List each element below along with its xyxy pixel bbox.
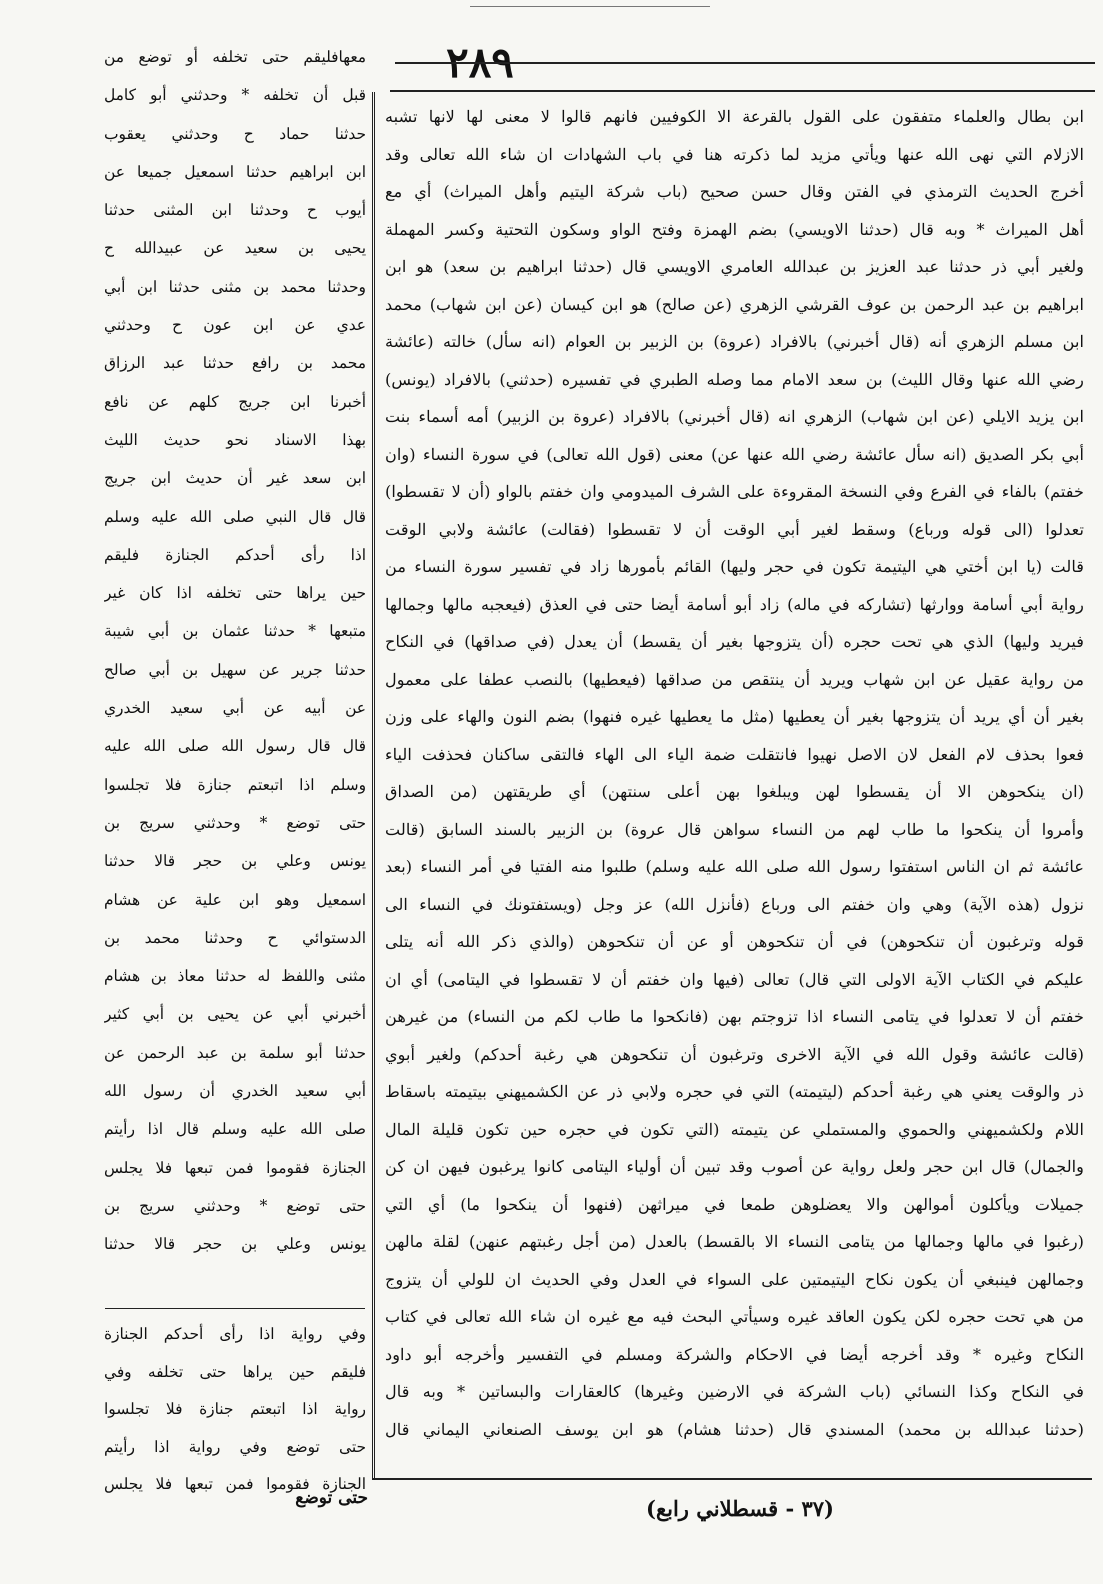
text-line: وحدثنا محمد بن مثنى حدثنا ابن أبي [104,277,366,296]
text-line: ابن سعد غير أن حديث ابن جريج [104,469,366,488]
text-line: معهافليقم حتى تخلفه أو توضع من [104,48,366,66]
commentary-line: (حدثنا عبدالله بن محمد) المسندي قال (حدثنا هشام) هو ابن يوسف الصنعاني اليماني قال [385,1419,1084,1439]
text-line: اذا رأى أحدكم الجنازة فليقم [104,545,366,564]
commentary-line: رواية أبي أسامة ووارثها (تشاركه في ماله) زاد أبو أسامة أيضا حتى في العذق (فيعجبه مالها وجمالها [385,594,1084,614]
text-line: يونس وعلي بن حجر قالا حدثنا [104,1235,366,1254]
commentary-line: وجمالهن فينبغي أن يكون نكاح اليتيمتين على السواء في العدل وفي الحديث ان للولي أن يتزوج [385,1269,1084,1289]
signature-mark: (٣٧ - قسطلاني رابع) [646,1496,834,1521]
commentary-line: عليكم في الكتاب الآية الاولى التي قال) تعالى (فيها وان خفتم أن لا تقسطوا في اليتامى) أي ان [385,969,1084,989]
commentary-line: الازلام التي نهى الله عنها ويأتي مزيد لما ذكرته هنا في باب الشهادات ان شاء الله تعالى وقد [385,144,1084,164]
commentary-line: أهل الميراث * وبه قال (حدثنا الاويسي) بضم الهمزة وفتح الواو وسكون التحتية وكسر المهملة [385,219,1084,239]
text-line: حتى توضع * وحدثني سريج بن [104,1196,366,1215]
commentary-line: (رغبوا في مالها وجمالها من يتامى النساء الا بالقسط) بالعدل (من أجل رغبتهم عنهن) لقلة مالهن [385,1232,1084,1251]
margin-notes [104,1316,366,1493]
commentary-column [372,92,1092,1478]
text-line: حين يراها حتى تخلفه اذا كان غير [104,584,366,603]
commentary-line: قوله وترغبون أن تنكحوهن) في أن تنكحوهن أو عن أن تنكحوهن (والذي ذكر الله أنه يتلى [385,932,1084,951]
commentary-line: أخرج الحديث الترمذي في الفتن وقال حسن صحيح (باب شركة اليتيم وأهل الميراث) أي مع [385,182,1084,201]
top-rule [470,6,710,7]
commentary-line: اللام ولكشميهني والحموي والمستملي عن يتيمته (التي تكون في حجره حين تكون قليلة المال [385,1119,1084,1139]
text-line: محمد بن رافع حدثنا عبد الرزاق [104,354,366,373]
commentary-line: أبي بكر الصديق (انه سأل عائشة رضي الله عنها عن) معنى (قول الله تعالى) في سورة النساء (وان [385,444,1084,464]
commentary-line: ابراهيم بن عبد الرحمن بن عوف القرشي الزهري (عن صالح) هو ابن كيسان (عن ابن شهاب) محمد [385,294,1084,314]
commentary-line: والجمال) قال ابن حجر ولعل رواية عن أصوب وقد تبين أن أولياء اليتامى كانوا يرغبون فيهن ان كن [385,1157,1084,1176]
hadith-text-column [104,38,366,1302]
text-line: عدي عن ابن عون ح وحدثني [104,316,366,335]
note-line: فليقم حين يراها حتى تخلفه وفي [104,1362,366,1381]
text-line: صلى الله عليه وسلم قال اذا رأيتم [104,1120,366,1139]
commentary-line: (قالت عائشة وقول الله في الآية الاخرى وترغبون أن تنكحوهن هي رغبة أحدكم) ولغير أبوي [385,1044,1084,1064]
commentary-line: عائشة ثم ان الناس استفتوا رسول الله صلى الله عليه وسلم) طلبوا منه الفتيا في أمر النساء (بعد [385,857,1084,876]
commentary-line: ابن مسلم الزهري أنه (قال أخبرني) بالافراد (عروة) بن الزبير بن العوام (انه سأل) خالته (عائشة [385,332,1084,351]
text-line: أبي سعيد الخدري أن رسول الله [104,1082,366,1101]
text-line: متبعها * حدثنا عثمان بن أبي شيبة [104,622,366,641]
commentary-line: النكاح وغيره * وقد أخرجه أيضا في الاحكام والشركة ومسلم في التفسير وأخرجه أبو داود [385,1344,1084,1364]
commentary-line: تعدلوا (الى قوله ورباع) وسقط لغير أبي الوقت أن لا تقسطوا (فقالت) عائشة ولابي الوقت [385,519,1084,539]
note-line: وفي رواية اذا رأى أحدكم الجنازة [104,1325,366,1343]
text-line: حتى توضع * وحدثني سريج بن [104,813,366,832]
page-number: ٢٨٩ [446,38,514,87]
text-line: وسلم اذا اتبعتم جنازة فلا تجلسوا [104,775,366,794]
text-line: الجنازة فقوموا فمن تبعها فلا يجلس [104,1158,366,1177]
commentary-line: في النكاح وكذا النسائي (باب الشركة في الارضين وغيرها) كالعقارات والبساتين * وبه قال [385,1382,1084,1401]
text-line: ابن ابراهيم حدثنا اسمعيل جميعا عن [104,162,366,181]
note-line: رواية اذا اتبعتم جنازة فلا تجلسوا [104,1400,366,1418]
note-line: حتى توضع وفي رواية اذا رأيتم [104,1437,366,1456]
commentary-line: بغير أن أي يريد أن يتزوجها بغير أن يعطيها (مثل ما يعطيها غيره فنهوا) بضم النون والهاء على وزن [385,707,1084,726]
text-line: يونس وعلي بن حجر قالا حدثنا [104,852,366,871]
text-line: قبل أن تخلفه * وحدثني أبو كامل [104,86,366,105]
text-line: الدستوائي ح وحدثنا محمد بن [104,928,366,947]
commentary-line: نزول (هذه الآية) وهي وان خفتم الى ورباع (فأنزل الله) عز وجل (ويستفتونك في النساء الى [385,894,1084,914]
text-line: أخبرنا ابن جريج كلهم عن نافع [104,392,366,411]
commentary-line: فيريد وليها) الذي هي تحت حجره (أن يتزوجها بغير أن يقسط) أن يعدل (في صداقها) في النكاح [385,632,1084,651]
header-rule [395,62,1095,64]
commentary-line: ابن بطال والعلماء متفقون على القول بالقرعة الا الكوفيين فانهم قالوا لا معنى لها لانها تشبه [385,107,1084,126]
commentary-line: رضي الله عنها وقال الليث) بن سعد الامام مما وصله الطبري في تفسيره (حدثني) بالافراد (يونس) [385,369,1084,389]
text-line: بهذا الاسناد نحو حديث الليث [104,430,366,449]
commentary-line: (ان ينكحوهن الا أن يقسطوا لهن ويبلغوا بهن أعلى سنتهن) أي طريقتهن (من الصداق [385,782,1084,801]
commentary-line: من رواية عقيل عن ابن شهاب ويريد أن ينتقص من صداقها (فيعطيها) بالنصب عطفا على معمول [385,669,1084,689]
text-line: حدثنا حماد ح وحدثني يعقوب [104,124,366,143]
text-line: مثنى واللفظ له حدثنا معاذ بن هشام [104,967,366,986]
footer-rule [372,1478,1092,1480]
commentary-line: فعوا بحذف لام الفعل لان الاصل نهيوا فانتقلت ضمة الياء الى الهاء فالتقى ساكنان فحذفت الياء [385,744,1084,764]
text-line: يحيى بن سعيد عن عبيدالله ح [104,239,366,258]
note-line: الجنازة فقوموا فمن تبعها فلا يجلس [104,1475,366,1493]
text-line: قال قال رسول الله صلى الله عليه [104,737,366,756]
catchword: حتى توضع [295,1488,368,1508]
text-line: عن أبيه عن أبي سعيد الخدري [104,699,366,718]
commentary-line: وأمروا أن ينكحوا ما طاب لهم من النساء سواهن قال عروة) بن الزبير بالسند السابق (قالت [385,819,1084,839]
commentary-line: خفتم أن لا تعدلوا في يتامى النساء اذا تزوجتم بهن (فانكحوا ما طاب لكم من النساء) من غيرهن [385,1007,1084,1026]
commentary-line: ذر والوقت يعني هي رغبة أحدكم (ليتيمته) التي في حجره ولابي ذر عن الكشميهني بيتيمته باسقاط [385,1082,1084,1101]
text-line: أخبرني أبي عن يحيى بن أبي كثير [104,1005,366,1024]
text-line: اسمعيل وهو ابن علية عن هشام [104,890,366,909]
text-line: قال قال النبي صلى الله عليه وسلم [104,507,366,526]
commentary-line: خفتم) بالفاء في الفرع وفي النسخة المقروءة على الشرف الميدومي وان خفتم بالواو (أن لا تقسطوا) [385,482,1084,501]
text-line: أيوب ح وحدثنا ابن المثنى حدثنا [104,201,366,220]
commentary-line: ولغير أبي ذر حدثنا عبد العزيز بن عبدالله العامري الاويسي قال (حدثنا ابراهيم بن سعد) هو ابن [385,257,1084,276]
commentary-line: ابن يزيد الايلي (عن ابن شهاب) الزهري انه (قال أخبرني) بالافراد (عروة بن الزبير) أمه أسماء بنت [385,407,1084,426]
notes-separator [105,1308,365,1309]
commentary-line: قالت (يا ابن أختي هي اليتيمة تكون في حجر وليها) القائم بأمورها زاد في تفسير سورة النساء من [385,557,1084,576]
commentary-line: من هي تحت حجره لكن يكون العاقد غيره وسيأتي البحث فيه مع غيره ان شاء الله تعالى في كتاب [385,1307,1084,1326]
text-line: حدثنا جرير عن سهيل بن أبي صالح [104,660,366,679]
commentary-line: جميلات ويأكلون أموالهن والا يعضلوهن طمعا في ميراثهن (فنهوا أن ينكحوا ما) أي التي [385,1194,1084,1214]
text-line: حدثنا أبو سلمة بن عبد الرحمن عن [104,1043,366,1062]
